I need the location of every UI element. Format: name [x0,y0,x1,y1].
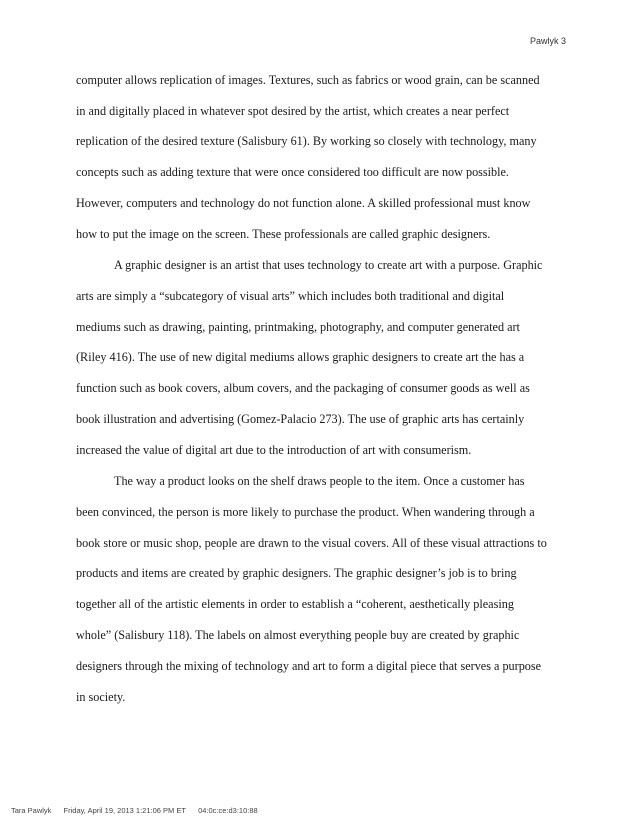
text-line: whole” (Salisbury 118). The labels on almost everything people buy are created by graphic [76,628,520,642]
footer-author: Tara Pawlyk [11,806,52,815]
text-line: function such as book covers, album covers, and the packaging of consumer goods as well as [76,381,530,395]
print-footer [11,806,258,815]
footer-id: 04:0c:ce:d3:10:88 [198,806,258,815]
text-line: book illustration and advertising (Gomez-Palacio 273). The use of graphic arts has certainly [76,412,525,426]
text-line-paragraph-start: A graphic designer is an artist that uses technology to create art with a purpose. Graphic [114,258,543,272]
text-line: been convinced, the person is more likely to purchase the product. When wandering through a [76,505,535,519]
text-line: how to put the image on the screen. These professionals are called graphic designers. [76,227,491,241]
text-line: arts are simply a “subcategory of visual arts” which includes both traditional and digital [76,289,505,303]
text-line: concepts such as adding texture that were once considered too difficult are now possible. [76,165,509,179]
text-line: in and digitally placed in whatever spot desired by the artist, which creates a near perfect [76,104,510,118]
text-line: However, computers and technology do not function alone. A skilled professional must know [76,196,531,210]
running-head: Pawlyk 3 [529,36,566,46]
text-line: together all of the artistic elements in order to establish a “coherent, aesthetically pleasing [76,597,514,611]
text-line: products and items are created by graphic designers. The graphic designer’s job is to bring [76,566,517,580]
text-line: increased the value of digital art due to the introduction of art with consumerism. [76,443,472,457]
text-line: designers through the mixing of technology and art to form a digital piece that serves a purpose [76,659,542,673]
text-line-paragraph-start: The way a product looks on the shelf draws people to the item. Once a customer has [114,474,525,488]
text-line: computer allows replication of images. Textures, such as fabrics or wood grain, can be scanned [76,73,540,87]
text-line: in society. [76,690,126,704]
footer-datetime: Friday, April 19, 2013 1:21:06 PM ET [63,806,186,815]
text-line: replication of the desired texture (Salisbury 61). By working so closely with technology, many [76,134,537,148]
text-line: book store or music shop, people are drawn to the visual covers. All of these visual attractions to [76,536,547,550]
text-line: (Riley 416). The use of new digital mediums allows graphic designers to create art the has a [76,350,525,364]
text-line: mediums such as drawing, painting, printmaking, photography, and computer generated art [76,320,520,334]
